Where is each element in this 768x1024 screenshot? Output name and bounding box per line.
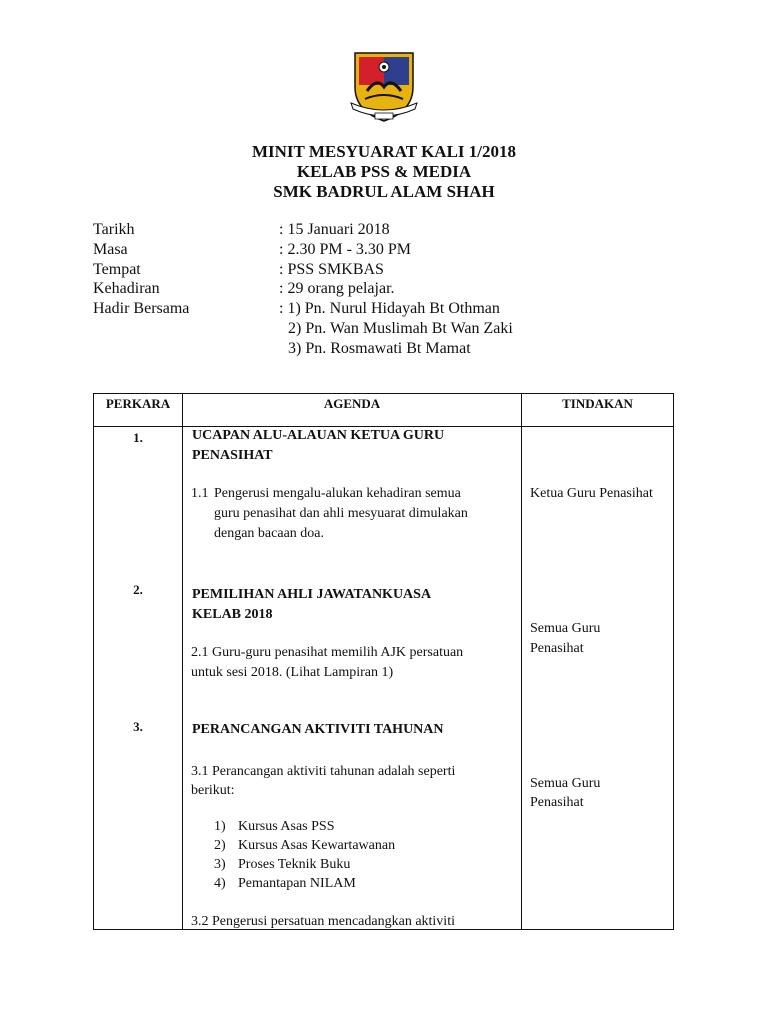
tarikh-value: : 15 Januari 2018 [279,221,390,238]
item-2-action-line-2: Penasihat [530,641,584,656]
item-3-title: PERANCANGAN AKTIVITI TAHUNAN [192,722,444,737]
item-3-number: 3. [133,719,143,734]
hadir-bersama-1: : 1) Pn. Nurul Hidayah Bt Othman [279,300,500,317]
item-1-para-line-1: Pengerusi mengalu-alukan kehadiran semua [214,486,461,501]
list-item: Pemantapan NILAM [238,876,356,891]
list-item-number: 1) [214,819,226,834]
item-3-action-line-2: Penasihat [530,795,584,810]
table-divider-col2 [521,393,522,930]
masa-value: : 2.30 PM - 3.30 PM [279,241,412,258]
item-3-action-line-1: Semua Guru [530,776,601,791]
item-1-para-number: 1.1 [191,486,209,501]
kehadiran-label: Kehadiran [93,280,160,297]
tempat-value: : PSS SMKBAS [279,261,384,278]
list-item: Kursus Asas PSS [238,819,335,834]
table-divider-col1 [182,393,183,930]
document-title-line-2: KELAB PSS & MEDIA [296,162,472,181]
document-title-line-3: SMK BADRUL ALAM SHAH [273,182,495,201]
item-2-title-line-1: PEMILIHAN AHLI JAWATANKUASA [192,587,432,602]
item-2-number: 2. [133,582,143,597]
hadir-bersama-3: 3) Pn. Rosmawati Bt Mamat [288,340,471,357]
item-2-title-line-2: KELAB 2018 [192,607,273,622]
header-tindakan: TINDAKAN [562,396,633,411]
hadir-bersama-label: Hadir Bersama [93,300,190,317]
header-agenda: AGENDA [323,396,381,411]
list-item: Kursus Asas Kewartawanan [238,838,396,853]
item-1-para-line-2: guru penasihat dan ahli mesyuarat dimulakan [214,506,468,521]
document-title-line-1: MINIT MESYUARAT KALI 1/2018 [251,142,516,161]
item-2-para-line-1: 2.1 Guru-guru penasihat memilih AJK persatuan [191,645,464,660]
item-1-action: Ketua Guru Penasihat [530,486,653,501]
list-item-number: 3) [214,857,226,872]
item-1-title-line-1: UCAPAN ALU-ALAUAN KETUA GURU [192,428,445,443]
tempat-label: Tempat [93,261,141,278]
list-item: Proses Teknik Buku [238,857,351,872]
header-perkara: PERKARA [105,396,171,411]
item-3-para-2: 3.2 Pengerusi persatuan mencadangkan aktiviti [191,914,455,929]
kehadiran-value: : 29 orang pelajar. [279,280,395,297]
item-3-para-line-2: berikut: [191,783,235,798]
list-item-number: 4) [214,876,226,891]
tarikh-label: Tarikh [93,221,135,238]
item-2-action-line-1: Semua Guru [530,621,601,636]
hadir-bersama-2: 2) Pn. Wan Muslimah Bt Wan Zaki [288,320,513,337]
item-3-para-line-1: 3.1 Perancangan aktiviti tahunan adalah seperti [191,764,456,779]
item-1-number: 1. [133,430,143,445]
item-1-para-line-3: dengan bacaan doa. [214,526,324,541]
list-item-number: 2) [214,838,226,853]
item-2-para-line-2: untuk sesi 2018. (Lihat Lampiran 1) [191,665,394,680]
item-1-title-line-2: PENASIHAT [192,448,273,463]
school-crest-icon [347,47,421,123]
masa-label: Masa [93,241,128,258]
